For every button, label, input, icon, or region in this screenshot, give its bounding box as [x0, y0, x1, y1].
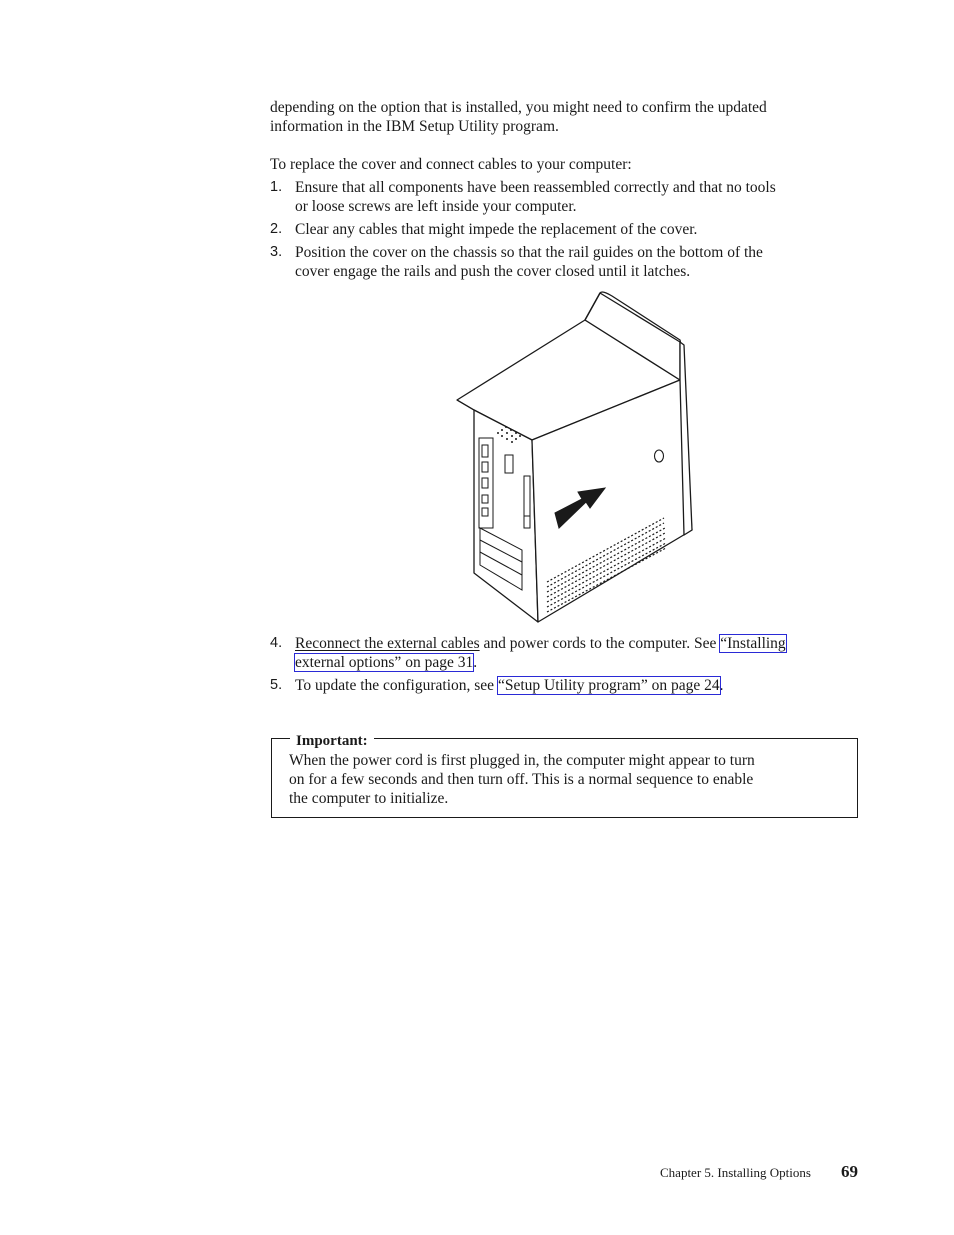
- important-text: [289, 751, 849, 808]
- step-number: 3.: [270, 244, 283, 260]
- step-text: Clear any cables that might impede the replacement of the cover.: [295, 221, 698, 238]
- intro-line-1: depending on the option that is installed, you might need to confirm the updated: [270, 99, 767, 116]
- footer-chapter-title: Chapter 5. Installing Options: [660, 1165, 811, 1180]
- step-text: Ensure that all components have been reassembled correctly and that no tools: [295, 179, 776, 196]
- computer-cover-illustration: [452, 290, 702, 625]
- reconnect-cables-text: Reconnect the external cables: [295, 635, 480, 652]
- lead-text: To replace the cover and connect cables to your computer:: [270, 156, 632, 173]
- step-text: and power cords to the computer. See: [479, 635, 721, 652]
- important-label: Important:: [290, 732, 374, 751]
- intro-line-2: information in the IBM Setup Utility program.: [270, 118, 559, 135]
- step-text: To update the configuration, see: [295, 677, 498, 694]
- important-line: on for a few seconds and then turn off. This is a normal sequence to enable: [289, 771, 754, 788]
- important-line: the computer to initialize.: [289, 790, 449, 807]
- installing-external-options-link[interactable]: external options” on page 31: [295, 654, 474, 671]
- step-text: .: [473, 654, 478, 671]
- installing-external-options-link[interactable]: “Installing: [720, 635, 786, 652]
- step-number: 4.: [270, 635, 283, 651]
- step-text: or loose screws are left inside your computer.: [295, 198, 577, 215]
- step-text: .: [719, 677, 724, 694]
- step-number: 2.: [270, 221, 283, 237]
- step-number: 1.: [270, 179, 283, 195]
- page-number: 69: [841, 1162, 858, 1181]
- important-line: When the power cord is first plugged in, the computer might appear to turn: [289, 752, 755, 769]
- step-number: 5.: [270, 677, 283, 693]
- step-text: Position the cover on the chassis so that the rail guides on the bottom of the: [295, 244, 763, 261]
- step-text: cover engage the rails and push the cover closed until it latches.: [295, 263, 691, 280]
- setup-utility-link[interactable]: “Setup Utility program” on page 24: [497, 677, 720, 694]
